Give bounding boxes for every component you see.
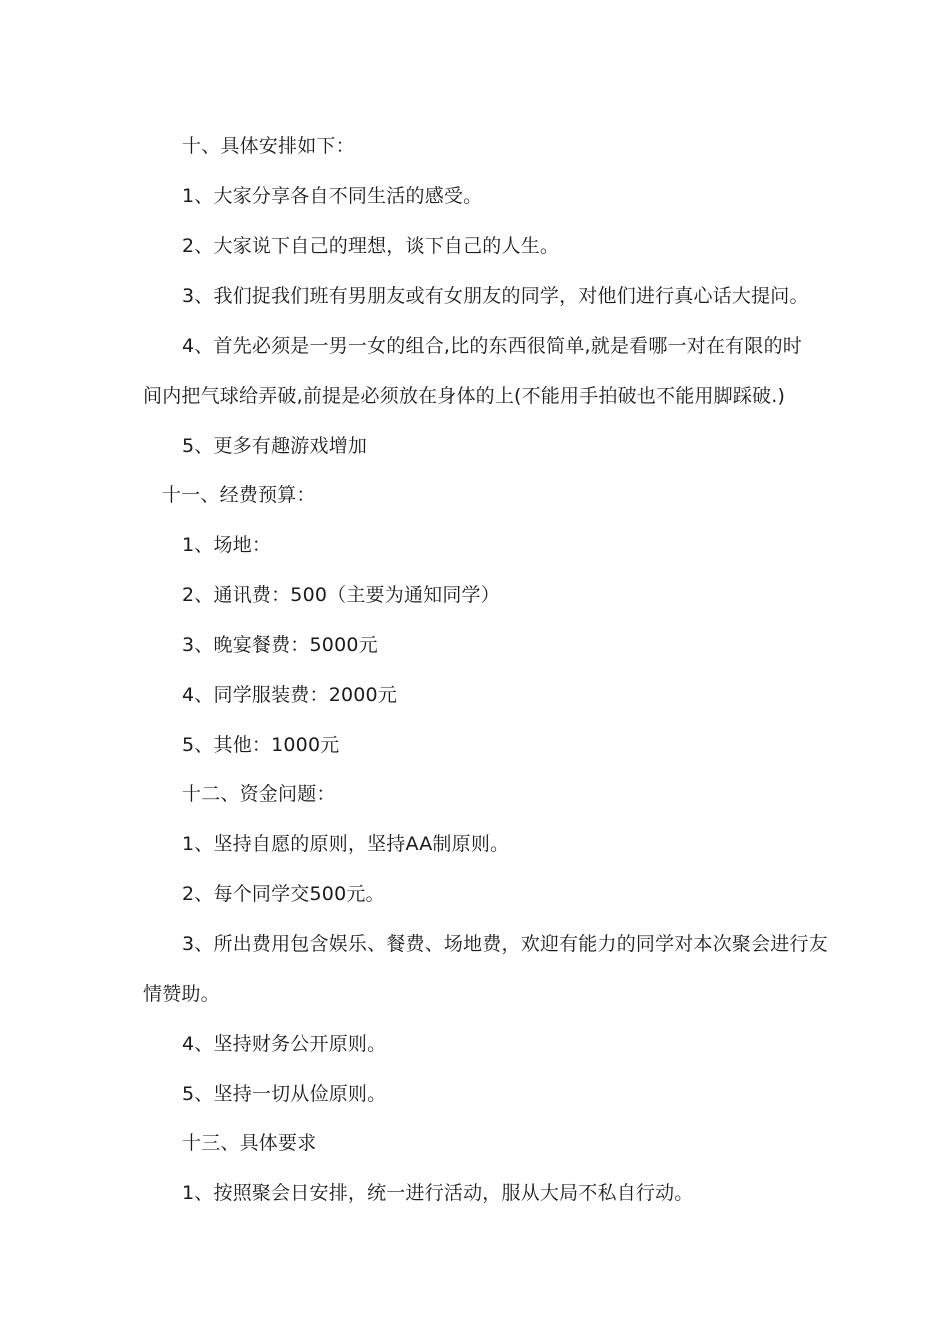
paragraph: 1、场地： <box>182 534 272 556</box>
paragraph: 4、坚持财务公开原则。 <box>182 1033 387 1055</box>
heading-requirements: 十三、具体要求 <box>182 1132 317 1154</box>
paragraph: 2、每个同学交500元。 <box>182 883 385 905</box>
paragraph: 5、其他：1000元 <box>182 734 340 756</box>
paragraph: 5、更多有趣游戏增加 <box>182 435 368 457</box>
paragraph-continuation: 情赞助。 <box>143 983 220 1005</box>
paragraph: 2、大家说下自己的理想，谈下自己的人生。 <box>182 235 560 257</box>
paragraph: 1、坚持自愿的原则，坚持AA制原则。 <box>182 833 510 855</box>
paragraph: 3、所出费用包含娱乐、餐费、场地费，欢迎有能力的同学对本次聚会进行友 <box>182 933 828 955</box>
paragraph: 1、按照聚会日安排，统一进行活动，服从大局不私自行动。 <box>182 1182 694 1204</box>
paragraph: 4、首先必须是一男一女的组合,比的东西很简单,就是看哪一对在有限的时 <box>182 335 802 357</box>
paragraph: 1、大家分享各自不同生活的感受。 <box>182 185 483 207</box>
heading-funding: 十二、资金问题： <box>182 783 336 805</box>
paragraph: 3、我们捉我们班有男朋友或有女朋友的同学，对他们进行真心话大提问。 <box>182 285 809 307</box>
heading-arrangement: 十、具体安排如下： <box>182 135 355 157</box>
paragraph-continuation: 间内把气球给弄破,前提是必须放在身体的上(不能用手拍破也不能用脚踩破.) <box>143 385 786 407</box>
paragraph: 3、晚宴餐费：5000元 <box>182 634 378 656</box>
paragraph: 2、通讯费：500（主要为通知同学） <box>182 584 500 606</box>
paragraph: 5、坚持一切从俭原则。 <box>182 1083 387 1105</box>
paragraph: 4、同学服装费：2000元 <box>182 684 398 706</box>
heading-budget: 十一、经费预算： <box>162 484 316 506</box>
